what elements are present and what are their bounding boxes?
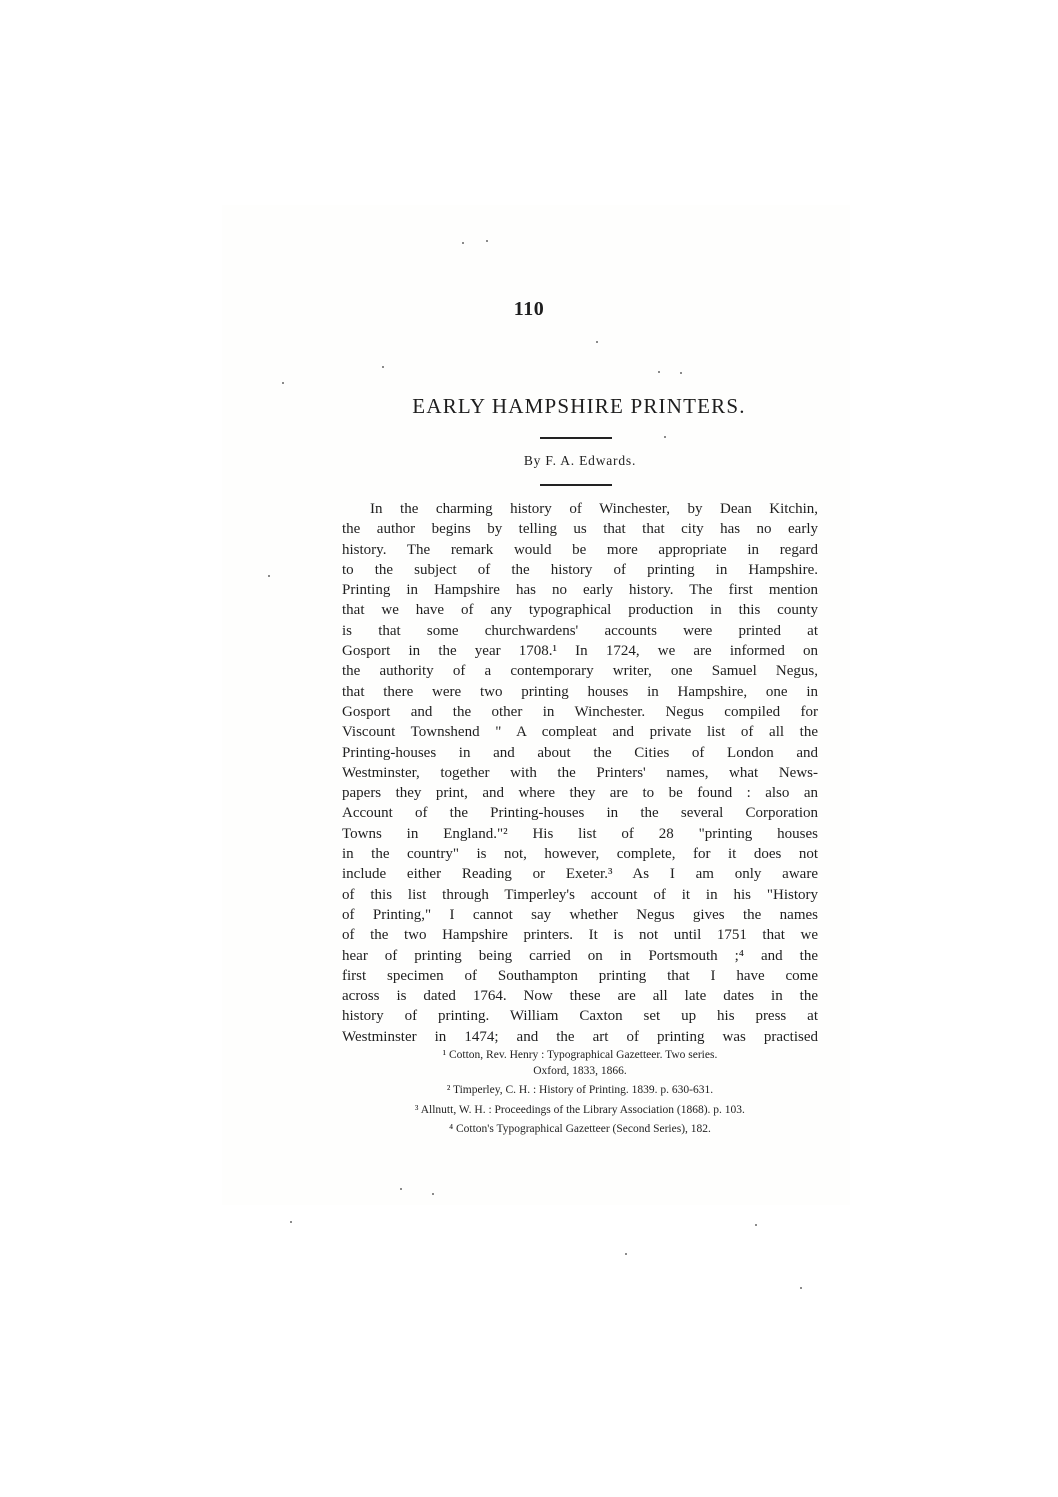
footnote-1: ¹ Cotton, Rev. Henry : Typographical Gazetteer. Two series. bbox=[442, 1049, 718, 1061]
scan-speck bbox=[658, 371, 660, 373]
body-line: Printing-houses in and about the Cities of London and bbox=[342, 744, 818, 761]
body-line: in the country" is not, however, complete, for it does not bbox=[342, 846, 818, 863]
body-line: that there were two printing houses in Hampshire, one in bbox=[342, 683, 818, 700]
footnote-1-continued: Oxford, 1833, 1866. bbox=[533, 1064, 627, 1077]
scan-speck bbox=[755, 1224, 757, 1226]
scan-speck bbox=[486, 240, 488, 242]
author-byline: By F. A. Edwards. bbox=[523, 453, 637, 468]
body-line: the authority of a contemporary writer, one Samuel Negus, bbox=[342, 663, 818, 680]
body-line: Viscount Townshend " A compleat and private list of all the bbox=[342, 724, 818, 741]
body-line: In the charming history of Winchester, by Dean Kitchin, bbox=[370, 501, 818, 517]
body-line: history. The remark would be more appropriate in regard bbox=[342, 541, 818, 558]
scan-speck bbox=[282, 382, 284, 384]
body-line: Westminster, together with the Printers' names, what News- bbox=[342, 764, 818, 781]
body-line: hear of printing being carried on in Portsmouth ;⁴ and the bbox=[342, 947, 818, 964]
article-body bbox=[342, 499, 818, 1047]
scan-speck bbox=[596, 341, 598, 343]
body-line: the author begins by telling us that that city has no early bbox=[342, 521, 818, 538]
body-line: is that some churchwardens' accounts were printed at bbox=[342, 622, 818, 639]
body-line: of the two Hampshire printers. It is not until 1751 that we bbox=[342, 927, 818, 944]
page-number: 110 bbox=[513, 298, 545, 320]
scan-speck bbox=[382, 366, 384, 368]
footnote-2: ² Timperley, C. H. : History of Printing. 1839. p. 630-631. bbox=[446, 1084, 714, 1096]
scan-speck bbox=[664, 436, 666, 438]
scan-speck bbox=[800, 1287, 802, 1289]
body-line: across is dated 1764. Now these are all late dates in the bbox=[342, 988, 818, 1005]
body-line: first specimen of Southampton printing that I have come bbox=[342, 967, 818, 984]
body-line: papers they print, and where they are to be found : also an bbox=[342, 785, 818, 802]
body-line: include either Reading or Exeter.³ As I am only aware bbox=[342, 866, 818, 883]
body-line: Gosport in the year 1708.¹ In 1724, we are informed on bbox=[342, 643, 818, 660]
body-line: that we have of any typographical production in this county bbox=[342, 602, 818, 619]
scan-speck bbox=[400, 1188, 402, 1190]
scan-speck bbox=[432, 1193, 434, 1195]
body-line: Account of the Printing-houses in the several Corporation bbox=[342, 805, 818, 822]
body-line: Printing in Hampshire has no early history. The first mention bbox=[342, 582, 818, 599]
body-line: Towns in England."² His list of 28 "printing houses bbox=[342, 825, 818, 842]
body-line: history of printing. William Caxton set up his press at bbox=[342, 1008, 818, 1025]
title-divider-bottom bbox=[540, 484, 612, 486]
title-divider-top bbox=[540, 437, 612, 439]
scan-speck bbox=[462, 242, 464, 244]
body-line: Westminster in 1474; and the art of printing was practised bbox=[342, 1028, 818, 1045]
body-line: Gosport and the other in Winchester. Negus compiled for bbox=[342, 703, 818, 720]
scan-speck bbox=[268, 575, 270, 577]
article-title: EARLY HAMPSHIRE PRINTERS. bbox=[412, 394, 746, 418]
footnote-3: ³ Allnutt, W. H. : Proceedings of the Library Association (1868). p. 103. bbox=[415, 1103, 745, 1116]
footnotes bbox=[342, 1048, 818, 1138]
scan-speck bbox=[290, 1221, 292, 1223]
body-line: to the subject of the history of printing in Hampshire. bbox=[342, 561, 818, 578]
scan-speck bbox=[625, 1253, 627, 1255]
body-line: of this list through Timperley's account of it in his "History bbox=[342, 886, 818, 903]
footnote-4: ⁴ Cotton's Typographical Gazetteer (Second Series), 182. bbox=[449, 1123, 711, 1135]
scan-speck bbox=[680, 372, 682, 374]
body-line: of Printing," I cannot say whether Negus gives the names bbox=[342, 906, 818, 923]
